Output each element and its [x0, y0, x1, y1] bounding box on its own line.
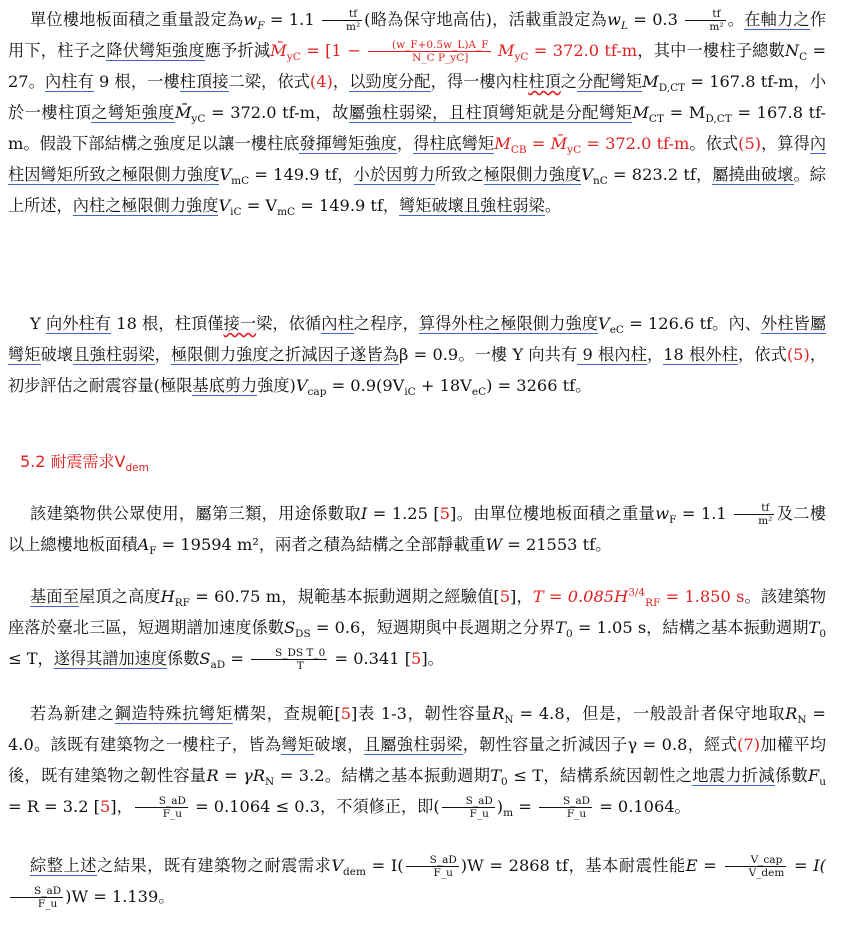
paragraph-exterior-columns: Y 向外柱有 18 根，柱頂僅接一梁，依循內柱之程序，算得外柱之極限側力強度$V_{eC} = 126.6$ tf。內、外柱皆屬彎矩破壞且強柱弱梁，極限側力強度之折減因子遂皆為β = 0.9。一樓 Y 向共有 9 根內柱，18 根外柱，依式(5)，初步評估之耐震容量(極限基底剪力強度)$V_{cap} = 0.9(9V_{iC} + 18V_{eC}) = 3266$ tf。 — [8, 314, 827, 399]
paragraph-weight-settings: 單位樓地板面積之重量設定為$w_F = 1.1$ $\frac{tf}{\text{m²}}$ (略為保守地高估)，活載重設定為$w_L = 0.3$ $\frac{tf}{\text{m²}}$ 。在軸力之作用下，柱子之降伏彎矩強度應予折減$M̄_{yC} = [1$ − $\frac{(w\_F+0.5w\_L)A\_F}{\text{N\_C P\_yC]}}$ $M_{yC} = 372.0$ tf-m，其中一樓柱子總數$N_C = 27$。內柱有 9 根，一樓柱頂接二梁，依式(4)，以勁度分配，得一樓內柱柱頂之分配彎矩$M_{D,CT} = 167.8$ tf-m，小於一樓柱頂之彎矩強度$M̄_{yC} = 372.0$ tf-m，故屬強柱弱梁，且柱頂彎矩就是分配彎矩$M_{CT} = M_{D,CT} = 167.8$ tf-m。假設下部結構之強度足以讓一樓柱底發揮彎矩強度，得柱底彎矩$M_{CB}$ = $M̄_{yC} = 372.0$ tf-m。依式(5)，算得內柱因彎矩所致之極限側力強度$V_{mC} = 149.9$ tf，小於因剪力所致之極限側力強度$V_{nC} = 823.2$ tf，屬撓曲破壞。綜上所述，內柱之極限側力強度$V_{iC} = V_{mC} = 149.9$ tf，彎矩破壞且強柱弱梁。 — [8, 8, 827, 219]
fraction-tf-per-m2-b: $\frac{tf}{\text{m²}}$ — [685, 8, 725, 33]
fraction-tf-per-m2: $\frac{tf}{\text{m²}}$ — [322, 8, 362, 33]
fraction-axial-reduction: $\frac{(w\_F+0.5w\_L)A\_F}{\text{N\_C P\_yC]}}$ — [368, 39, 491, 64]
fraction-vcap-vdem: $\frac{\text{V\_cap}}{\text{V\_dem}}$ — [725, 854, 787, 879]
paragraph-demand-summary: 綜整上述之結果，既有建築物之耐震需求$V_{dem} = I$( $\frac{S\_aD}{F\_u}$ )W = 2868 tf，基本耐震性能E = $\frac{\text{V\_cap}}{\text{V\_dem}}$ = I( $\frac{S\_aD}{F\_u}$ )W = 1.139。 — [8, 850, 826, 912]
paragraph-importance-factor: 該建築物供公眾使用，屬第三類，用途係數取I = 1.25 [5]。由單位樓地板面積之重量$w_F = 1.1$ $\frac{tf}{\text{m²}}$ 及二樓以上總樓地板面積$A_F = 19594$ m²，兩者之積為結構之全部靜載重W = 21553 tf。 — [8, 502, 827, 558]
fraction-spectral: $\frac{\text{S\_DS T\_0}}{T}$ — [251, 647, 327, 672]
fraction-sad-fu-b: $\frac{S\_aD}{F\_u}$ — [442, 795, 495, 820]
paragraph-vibration-period: 基面至屋頂之高度$H_{RF} = 60.75$ m，規範基本振動週期之經驗值[5]，$T = 0.085H^{3/4}_{RF} = 1.850$ s。該建築物座落於臺北三區，短週期譜加速度係數$S_{DS} = 0.6$，短週期與中長週期之分界$T_0 = 1.05$ s，結構之基本振動週期$T_0 \le T$，遂得其譜加速度係數$S_{aD}$ = $\frac{\text{S\_DS T\_0}}{T}$ = 0.341 [5]。 — [8, 586, 827, 672]
section-heading: 5.2 耐震需求$V_{dem}$ — [20, 452, 149, 475]
fraction-sad-fu-e: $\frac{S\_aD}{F\_u}$ — [10, 885, 63, 910]
fraction-sad-fu: $\frac{S\_aD}{F\_u}$ — [135, 795, 188, 820]
fraction-sad-fu-d: $\frac{S\_aD}{F\_u}$ — [406, 854, 459, 879]
paragraph-ductility: 若為新建之鋼造特殊抗彎矩構架，查規範[5]表 1-3，韌性容量$R_N = 4.8$，但是，一般設計者保守地取$R_N = 4.0$。該既有建築物之一樓柱子，皆為彎矩破壞，且屬強柱弱梁，韌性容量之折減因子γ = 0.8，經式(7)加權平均後，既有建築物之韌性容量$R = \gamma R_N = 3.2$。結構之基本振動週期$T_0 \le T$，結構系統因韌性之地震力折減係數$F_u = R = 3.2$ [5]， $\frac{S\_aD}{F\_u}$ = 0.1064 ≤ 0.3，不須修正，即( $\frac{S\_aD}{F\_u}$ )$_m$ = $\frac{S\_aD}{F\_u}$ = 0.1064。 — [8, 704, 827, 820]
fraction-tf-per-m2-c: $\frac{tf}{\text{m²}}$ — [734, 502, 774, 527]
fraction-sad-fu-c: $\frac{S\_aD}{F\_u}$ — [539, 795, 592, 820]
